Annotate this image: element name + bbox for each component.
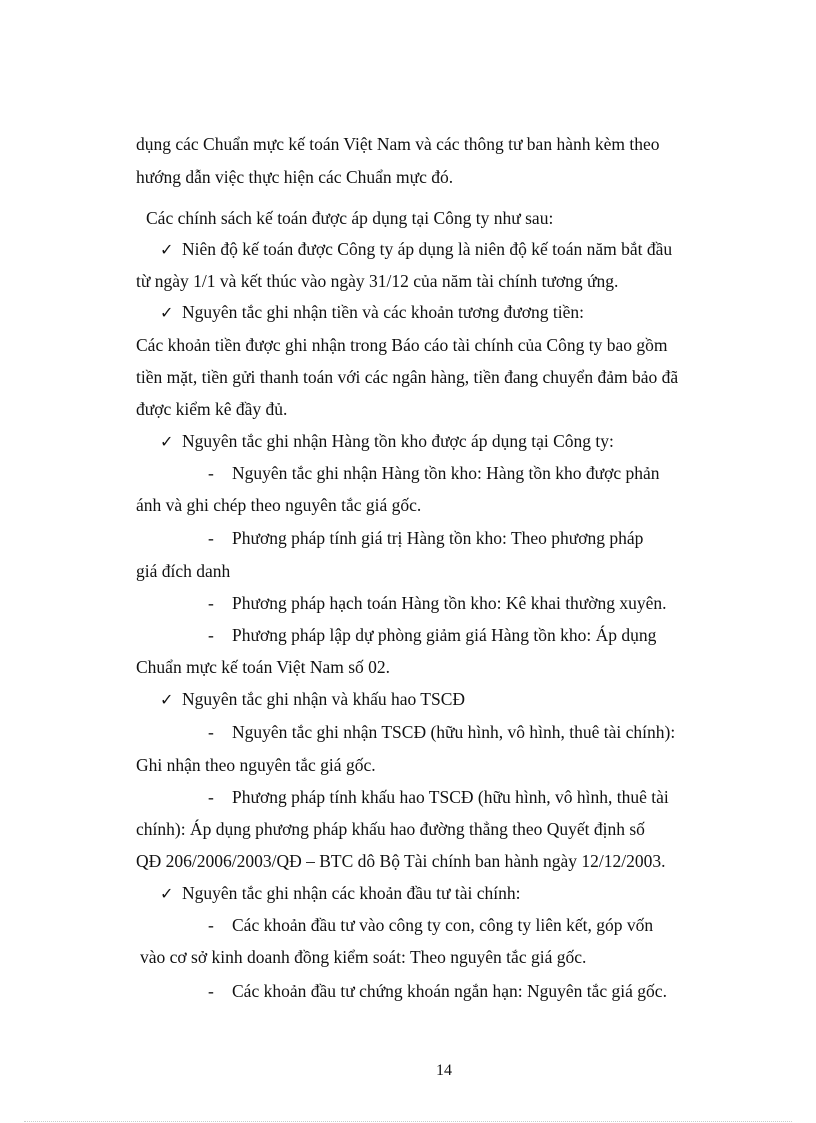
- dash-marker: -: [208, 787, 214, 807]
- text-line: chính): Áp dụng phương pháp khấu hao đường thẳng theo Quyết định số: [136, 819, 645, 839]
- checkmark-icon: ✓: [160, 690, 174, 709]
- dash-item: - Phương pháp lập dự phòng giảm giá Hàng tồn kho: Áp dụng: [208, 625, 657, 645]
- page-number: 14: [436, 1062, 452, 1079]
- checkmark-icon: ✓: [160, 884, 174, 903]
- bullet-fixed-assets: ✓ Nguyên tắc ghi nhận và khấu hao TSCĐ: [160, 689, 466, 709]
- dash-item: - Các khoản đầu tư chứng khoán ngắn hạn: Nguyên tắc giá gốc.: [208, 981, 667, 1001]
- dash-marker: -: [208, 981, 214, 1001]
- text-line: vào cơ sở kinh doanh đồng kiểm soát: Theo nguyên tắc giá gốc.: [140, 947, 587, 967]
- text-line: tiền mặt, tiền gửi thanh toán với các ngân hàng, tiền đang chuyển đảm bảo đã: [136, 367, 679, 387]
- text-line: ánh và ghi chép theo nguyên tắc giá gốc.: [136, 495, 422, 515]
- bullet-investments: ✓ Nguyên tắc ghi nhận các khoản đầu tư tài chính:: [160, 883, 521, 903]
- text-line: Chuẩn mực kế toán Việt Nam số 02.: [136, 657, 391, 677]
- dash-marker: -: [208, 463, 214, 483]
- checkmark-icon: ✓: [160, 303, 174, 322]
- dash-marker: -: [208, 593, 214, 613]
- dash-item: - Phương pháp tính khấu hao TSCĐ (hữu hình, vô hình, thuê tài: [208, 787, 669, 807]
- text-line: QĐ 206/2006/2003/QĐ – BTC dô Bộ Tài chính ban hành ngày 12/12/2003.: [136, 851, 666, 871]
- section-intro: Các chính sách kế toán được áp dụng tại Công ty như sau:: [146, 208, 554, 228]
- bullet-fiscal-year: ✓ Niên độ kế toán được Công ty áp dụng là niên độ kế toán năm bắt đầu: [160, 239, 673, 259]
- dash-item: - Các khoản đầu tư vào công ty con, công ty liên kết, góp vốn: [208, 915, 654, 935]
- text-line: dụng các Chuẩn mực kế toán Việt Nam và các thông tư ban hành kèm theo: [136, 134, 660, 154]
- dash-item: - Phương pháp hạch toán Hàng tồn kho: Kê khai thường xuyên.: [208, 593, 667, 613]
- text-line: Ghi nhận theo nguyên tắc giá gốc.: [136, 755, 376, 775]
- dash-item: - Nguyên tắc ghi nhận TSCĐ (hữu hình, vô hình, thuê tài chính):: [208, 722, 676, 742]
- page-bottom-rule: [24, 1121, 792, 1122]
- text-line: giá đích danh: [136, 561, 231, 581]
- text-line: Các khoản tiền được ghi nhận trong Báo cáo tài chính của Công ty bao gồm: [136, 335, 668, 355]
- dash-item: - Phương pháp tính giá trị Hàng tồn kho: Theo phương pháp: [208, 528, 644, 548]
- dash-marker: -: [208, 722, 214, 742]
- checkmark-icon: ✓: [160, 240, 174, 259]
- dash-marker: -: [208, 915, 214, 935]
- text-line: hướng dẫn việc thực hiện các Chuẩn mực đó.: [136, 167, 454, 187]
- text-line: được kiểm kê đầy đủ.: [136, 399, 288, 419]
- bullet-cash: ✓ Nguyên tắc ghi nhận tiền và các khoản tương đương tiền:: [160, 302, 584, 322]
- dash-marker: -: [208, 528, 214, 548]
- bullet-inventory: ✓ Nguyên tắc ghi nhận Hàng tồn kho được áp dụng tại Công ty:: [160, 431, 614, 451]
- text-line: từ ngày 1/1 và kết thúc vào ngày 31/12 của năm tài chính tương ứng.: [136, 271, 619, 291]
- checkmark-icon: ✓: [160, 432, 174, 451]
- dash-item: - Nguyên tắc ghi nhận Hàng tồn kho: Hàng tồn kho được phản: [208, 463, 660, 483]
- dash-marker: -: [208, 625, 214, 645]
